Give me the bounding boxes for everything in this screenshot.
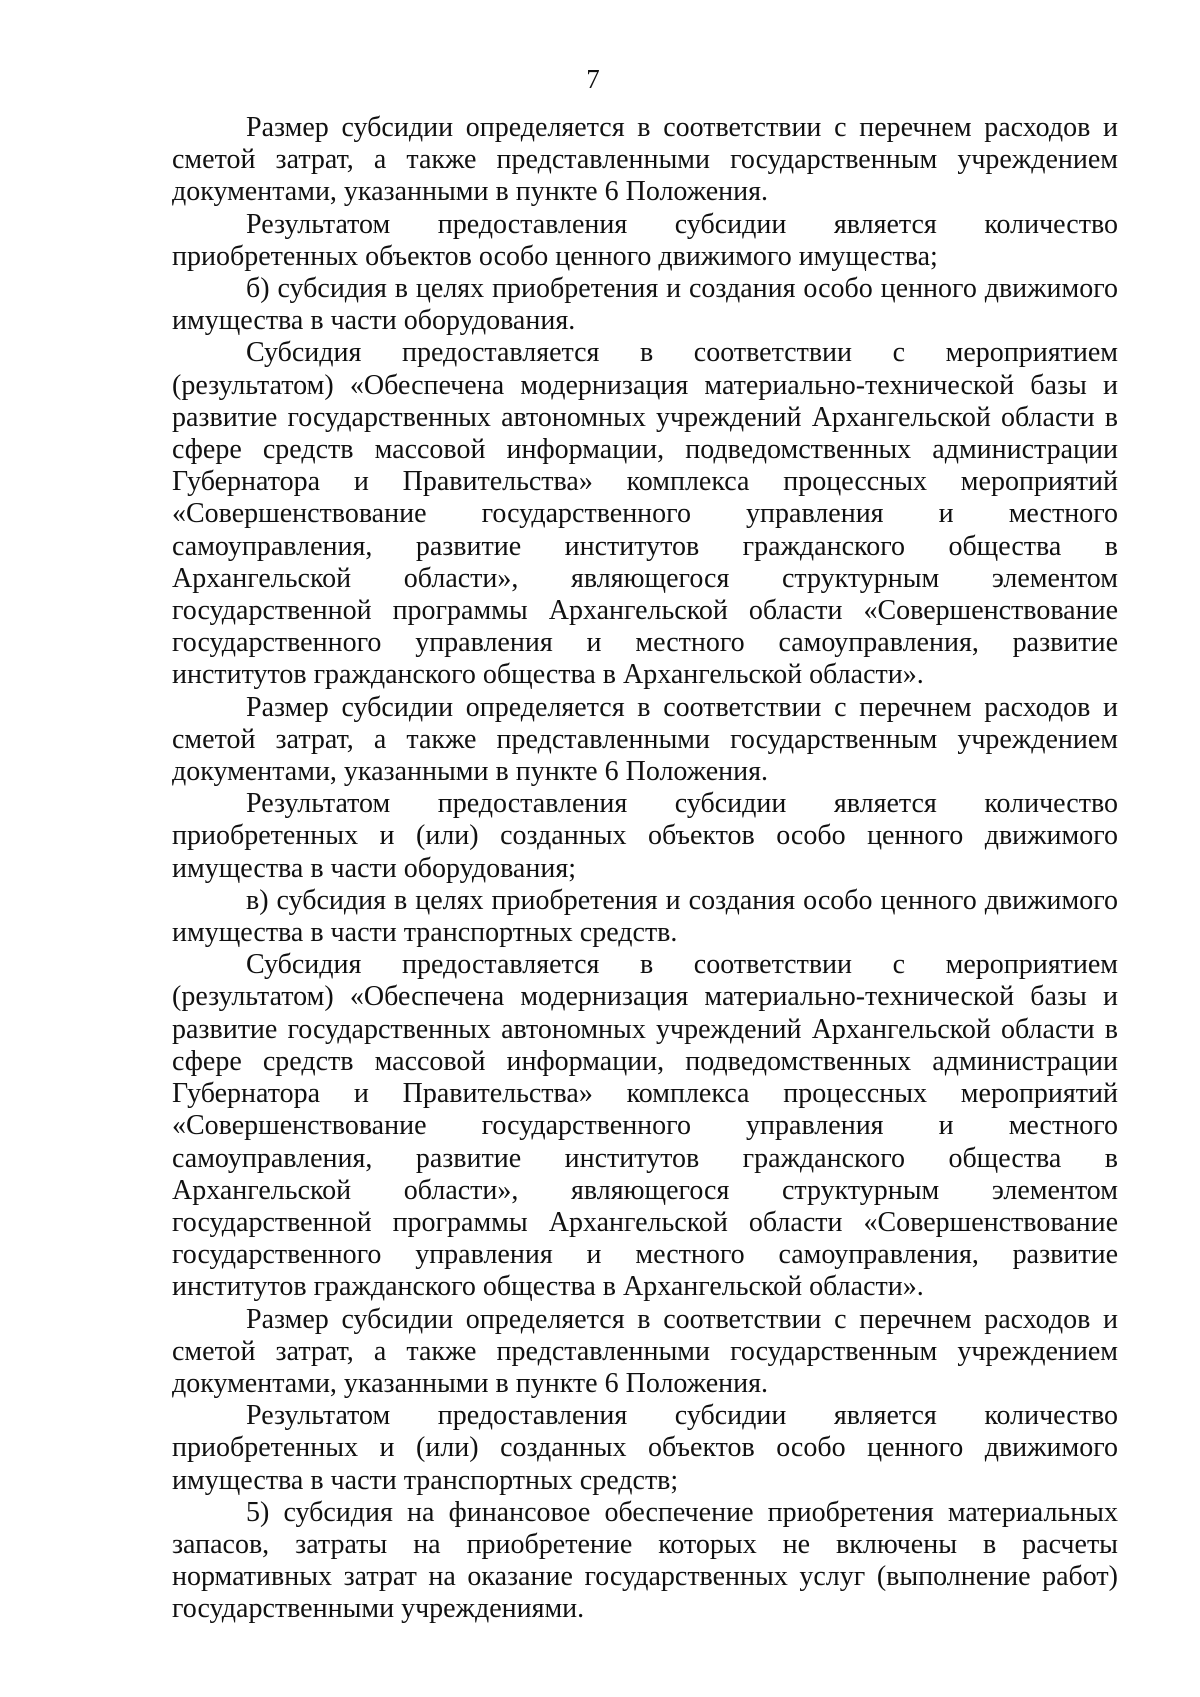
paragraph-subsidy-size-2: Размер субсидии определяется в соответствии с перечнем расходов и сметой затрат, а также представленными государственным учреждением документами, указанными в пункте 6 Положения. xyxy=(172,691,1118,788)
paragraph-result-3: Результатом предоставления субсидии является количество приобретенных и (или) созданных объектов особо ценного движимого имущества в части транспортных средств; xyxy=(172,1400,1118,1496)
paragraph-item-v: в) субсидия в целях приобретения и создания особо ценного движимого имущества в части транспортных средств. xyxy=(172,884,1118,949)
paragraph-item-b: б) субсидия в целях приобретения и создания особо ценного движимого имущества в части оборудования. xyxy=(172,273,1118,337)
paragraph-result-1: Результатом предоставления субсидии является количество приобретенных объектов особо ценного движимого имущества; xyxy=(172,208,1118,272)
paragraph-subsidy-provision-2: Субсидия предоставляется в соответствии с мероприятием (результатом) «Обеспечена модернизация материально-технической базы и развитие государственных автономных учреждений Архангельской области в сфере средств массовой информации, подведомственных администрации Губернатора и Правительства» комплекса процессных мероприятий «Совершенствование государственного управления и местного самоуправления, развитие институтов гражданского общества в Архангельской области», являющегося структурным элементом государственной программы Архангельской области «Совершенствование государственного управления и местного самоуправления, развитие институтов гражданского общества в Архангельской области». xyxy=(172,949,1118,1303)
document-body xyxy=(172,112,1118,1626)
page-number: 7 xyxy=(586,64,600,94)
paragraph-item-5: 5) субсидия на финансовое обеспечение приобретения материальных запасов, затраты на приобретение которых не включены в расчеты нормативных затрат на оказание государственных услуг (выполнение работ) государственными учреждениями. xyxy=(172,1496,1118,1625)
paragraph-subsidy-provision-1: Субсидия предоставляется в соответствии с мероприятием (результатом) «Обеспечена модернизация материально-технической базы и развитие государственных автономных учреждений Архангельской области в сфере средств массовой информации, подведомственных администрации Губернатора и Правительства» комплекса процессных мероприятий «Совершенствование государственного управления и местного самоуправления, развитие институтов гражданского общества в Архангельской области», являющегося структурным элементом государственной программы Архангельской области «Совершенствование государственного управления и местного самоуправления, развитие институтов гражданского общества в Архангельской области». xyxy=(172,337,1118,691)
paragraph-subsidy-size-3: Размер субсидии определяется в соответствии с перечнем расходов и сметой затрат, а также представленными государственным учреждением документами, указанными в пункте 6 Положения. xyxy=(172,1303,1118,1399)
paragraph-result-2: Результатом предоставления субсидии является количество приобретенных и (или) созданных объектов особо ценного движимого имущества в части оборудования; xyxy=(172,788,1118,884)
paragraph-subsidy-size-1: Размер субсидии определяется в соответствии с перечнем расходов и сметой затрат, а также представленными государственным учреждением документами, указанными в пункте 6 Положения. xyxy=(172,112,1118,208)
